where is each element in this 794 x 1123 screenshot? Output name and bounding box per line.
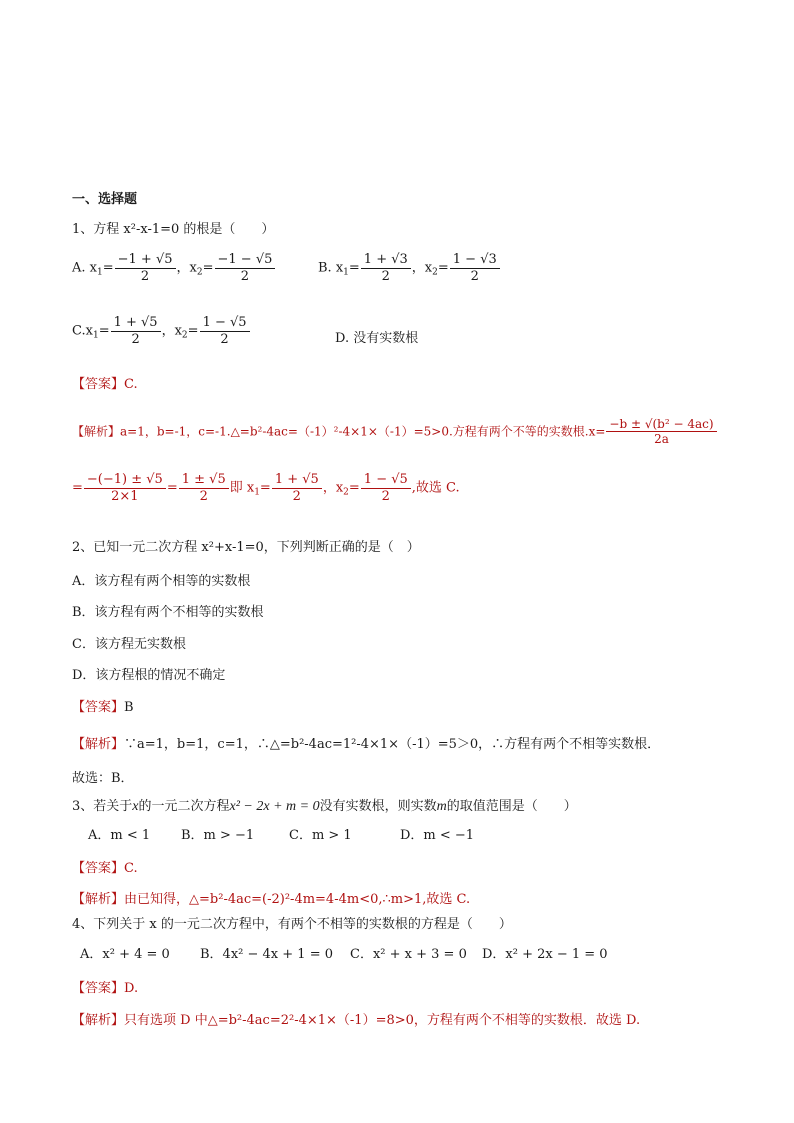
question-3-answer: 【答案】C. bbox=[72, 861, 138, 876]
question-3-option-d: D．m < −1 bbox=[400, 828, 475, 843]
question-4-answer: 【答案】D. bbox=[72, 981, 139, 996]
opt-a-label: A. x bbox=[72, 260, 97, 276]
quadratic-formula: $\frac{\text{−b ± √(b² − 4ac)}}{2a}$ bbox=[606, 417, 716, 447]
opt-a-x1-fraction: $\frac{-1 + √5}{2}$ bbox=[115, 252, 176, 284]
question-2-option-c: C．该方程无实数根 bbox=[72, 637, 186, 652]
question-2-stem: 2、已知一元二次方程 x²+x-1=0，下列判断正确的是（ ） bbox=[72, 540, 420, 555]
question-4-stem: 4、下列关于 x 的一元二次方程中，有两个不相等的实数根的方程是（ ） bbox=[72, 917, 512, 932]
question-4-option-d: D．x² + 2x − 1 = 0 bbox=[482, 947, 608, 962]
question-1-option-a: A. $x_1=$ $\frac{-1 + √5}{2}$ ，$x_2=$ $\frac{-1 - √5}{2}$ bbox=[72, 252, 276, 284]
question-3-option-a: A．m < 1 bbox=[88, 828, 151, 843]
question-2-option-a: A．该方程有两个相等的实数根 bbox=[72, 574, 251, 589]
question-2-option-d: D．该方程根的情况不确定 bbox=[72, 668, 226, 683]
question-3-options bbox=[88, 824, 474, 843]
question-3-option-c: C．m > 1 bbox=[289, 828, 352, 843]
question-3-stem: 3、若关于x的一元二次方程x² − 2x + m = 0没有实数根，则实数m的取值范围是（ ） bbox=[72, 799, 577, 814]
question-1-analysis: 【解析】a=1，b=-1，c=-1.△=b²-4ac=（-1）²-4×1×（-1）=5>0.方程有两个不等的实数根.x= $\frac{\text{−b ± √(b² − 4ac)}}{2a}$ bbox=[72, 417, 718, 447]
question-3-analysis: 【解析】由已知得，△=b²-4ac=(-2)²-4m=4-4m<0,∴m>1,故选 C. bbox=[72, 892, 471, 907]
question-1-option-c: $C.x_1=$ $\frac{1 + √5}{2}$ ，$x_2=$ $\frac{1 - √5}{2}$ bbox=[72, 315, 251, 347]
question-2-option-b: B．该方程有两个不相等的实数根 bbox=[72, 605, 264, 620]
question-4-options bbox=[80, 943, 608, 962]
question-2-analysis: 【解析】∵a=1，b=1，c=1，∴△=b²-4ac=1²-4×1×（-1）=5＞0，∴方程有两个不相等实数根． bbox=[72, 737, 661, 752]
question-4-analysis: 【解析】只有选项 D 中△=b²-4ac=2²-4×1×（-1）=8>0，方程有两个不相等的实数根．故选 D. bbox=[72, 1013, 641, 1028]
question-1-answer: 【答案】C. bbox=[72, 377, 138, 392]
question-1-stem: 1、方程 x²-x-1=0 的根是（ ） bbox=[72, 222, 275, 237]
opt-a-x2-fraction: $\frac{-1 - √5}{2}$ bbox=[215, 252, 276, 284]
section-title: 一、选择题 bbox=[72, 192, 138, 207]
question-4-option-b: B．4x² − 4x + 1 = 0 bbox=[200, 947, 333, 962]
question-4-option-c: C．x² + x + 3 = 0 bbox=[350, 947, 467, 962]
opt-c-x2-fraction: $\frac{1 - √5}{2}$ bbox=[200, 315, 250, 347]
question-2-conclusion: 故选：B． bbox=[72, 771, 134, 786]
question-1-option-d: D. 没有实数根 bbox=[335, 331, 419, 346]
question-3-option-b: B．m > −1 bbox=[181, 828, 255, 843]
opt-b-x1-fraction: $\frac{1 + √3}{2}$ bbox=[361, 252, 411, 284]
question-1-option-b: B. $x_1=$ $\frac{1 + √3}{2}$ ，$x_2=$ $\frac{1 - √3}{2}$ bbox=[318, 252, 501, 284]
question-2-answer: 【答案】B bbox=[72, 700, 134, 715]
opt-c-x1-fraction: $\frac{1 + √5}{2}$ bbox=[111, 315, 161, 347]
opt-b-x2-fraction: $\frac{1 - √3}{2}$ bbox=[450, 252, 500, 284]
question-4-option-a: A．x² + 4 = 0 bbox=[80, 947, 170, 962]
question-1-analysis-continued: = $\frac{-(-1) \pm √5}{2\times 1}$ = $\frac{1 \pm √5}{2}$ 即 $x_1=$ $\frac{1 + √5}{2}$ ，$x_2=$ $\frac{1 - √5}{2}$ ,故选 C. bbox=[72, 472, 460, 504]
